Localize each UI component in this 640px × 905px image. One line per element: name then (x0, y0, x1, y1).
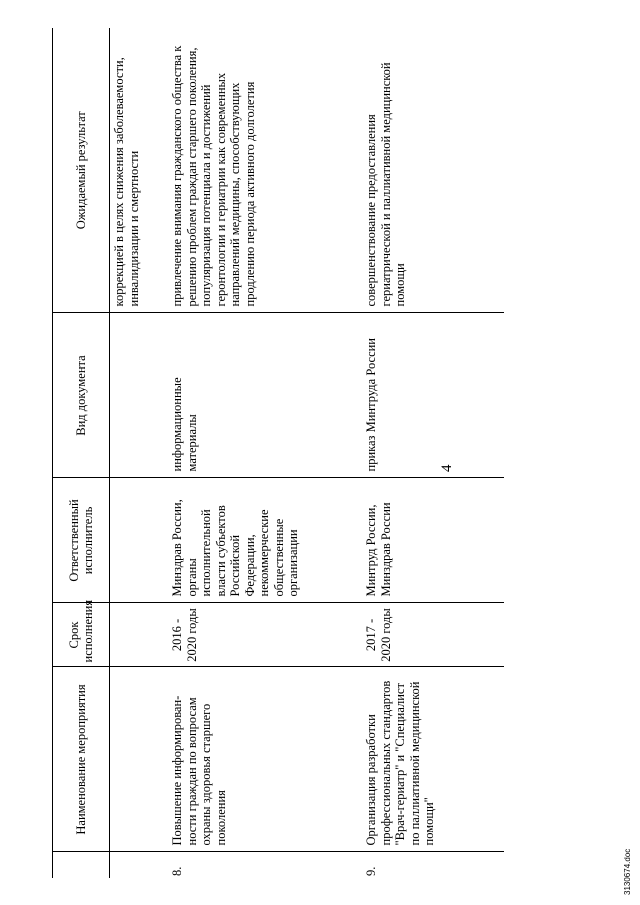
cell-number: 9. (364, 866, 378, 876)
cell-result: привлечение внимания гражданского общества к решению проблем граждан старшего поколения, популяризация потенциала и достижений геронтологии и гериатрии как современных направлений медицины, способствующих продлению периода активного долголетия (164, 28, 358, 313)
cell-doc-type: приказ Минтруда России (358, 313, 504, 478)
table-row (164, 28, 358, 878)
cell-responsible: Минздрав России, органы исполнительной власти субъектов Российской Федерации, некоммерческие общественные организации (164, 478, 358, 603)
cell-doc-type: информационные материалы (164, 313, 358, 478)
header-result: Ожидаемый результат (53, 28, 110, 313)
header-responsible: Ответственный исполнитель (53, 478, 110, 603)
page-number: 4 (439, 464, 455, 472)
table-row-continuation (110, 28, 165, 878)
file-name: 3130674.doc (623, 848, 632, 895)
measures-table (52, 28, 504, 878)
cell-result: совершенствование предоставления гериатрической и паллиативной медицинской помощи (358, 28, 504, 313)
table-row (358, 28, 504, 878)
cell-responsible: Минтруд России, Минздрав России (358, 478, 504, 603)
cell-name: Организация разработки профессиональных стандартов "Врач-гериатр" и "Специалист по паллиативной медицинской помощи" (358, 667, 504, 852)
header-doc-type: Вид документа (53, 313, 110, 478)
cell-term: 2016 - 2020 годы (164, 603, 358, 667)
cell-result: коррекцией в целях снижения заболеваемости, инвалидизации и смертности (110, 28, 165, 313)
header-term: Срок исполнения (53, 603, 110, 667)
header-name: Наименование мероприятия (53, 667, 110, 852)
header-number (53, 852, 110, 878)
cell-term: 2017 - 2020 годы (358, 603, 504, 667)
table-header-row (53, 28, 110, 878)
cell-name: Повышение информирован-ности граждан по вопросам охраны здоровья старшего поколения (164, 667, 358, 852)
cell-number: 8. (170, 866, 184, 876)
